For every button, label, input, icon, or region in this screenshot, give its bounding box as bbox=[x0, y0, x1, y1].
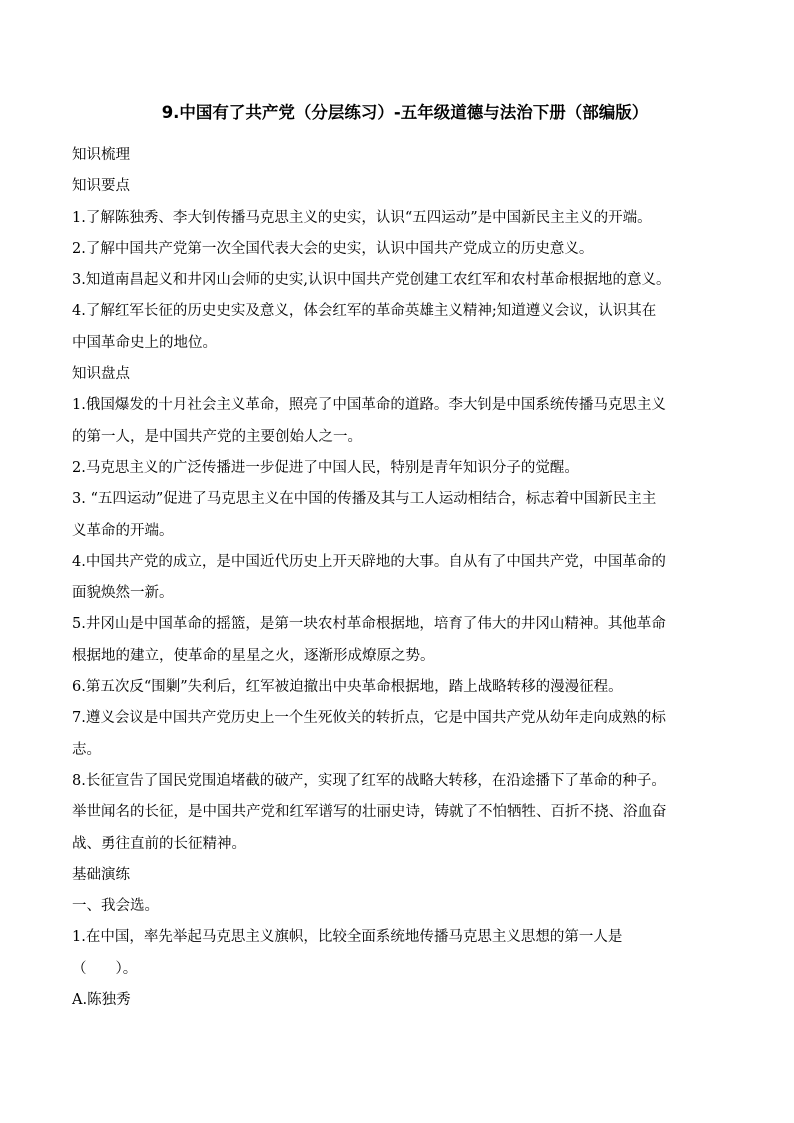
inventory-line: 3. “五四运动”促进了马克思主义在中国的传播及其与工人运动相结合，标志着中国新民主主 bbox=[72, 491, 657, 508]
question-1-answer-blank: （ ）。 bbox=[72, 960, 138, 977]
inventory-line: 战、勇往直前的长征精神。 bbox=[72, 835, 246, 852]
inventory-line: 4.中国共产党的成立，是中国近代历史上开天辟地的大事。自从有了中国共产党，中国革命的 bbox=[72, 553, 666, 570]
inventory-line: 志。 bbox=[72, 741, 101, 758]
inventory-line: 的第一人，是中国共产党的主要创始人之一。 bbox=[72, 428, 362, 445]
inventory-line: 义革命的开端。 bbox=[72, 522, 174, 539]
question-1-text: 1.在中国，率先举起马克思主义旗帜，比较全面系统地传播马克思主义思想的第一人是 bbox=[72, 929, 623, 946]
key-point-2: 2.了解中国共产党第一次全国代表大会的史实，认识中国共产党成立的历史意义。 bbox=[72, 240, 594, 257]
inventory-line: 1.俄国爆发的十月社会主义革命，照亮了中国革命的道路。李大钊是中国系统传播马克思主义 bbox=[72, 397, 666, 414]
section-heading-knowledge-review: 知识梳理 bbox=[72, 147, 130, 163]
key-point-3: 3.知道南昌起义和井冈山会师的史实,认识中国共产党创建工农红军和农村革命根据地的意义。 bbox=[72, 272, 671, 289]
document-page bbox=[72, 100, 732, 1016]
document-title: 9.中国有了共产党（分层练习）-五年级道德与法治下册（部编版） bbox=[161, 103, 649, 122]
part-heading-multiple-choice: 一、我会选。 bbox=[72, 898, 159, 915]
subheading-key-points: 知识要点 bbox=[72, 178, 130, 195]
inventory-line: 举世闻名的长征，是中国共产党和红军谱写的壮丽史诗，铸就了不怕牺牲、百折不挠、浴血奋 bbox=[72, 804, 667, 821]
inventory-line: 7.遵义会议是中国共产党历史上一个生死攸关的转折点，它是中国共产党从幼年走向成熟的标 bbox=[72, 710, 666, 727]
inventory-line: 2.马克思主义的广泛传播进一步促进了中国人民，特别是青年知识分子的觉醒。 bbox=[72, 459, 579, 476]
subheading-knowledge-inventory: 知识盘点 bbox=[72, 366, 130, 383]
key-point-4-cont: 中国革命史上的地位。 bbox=[72, 334, 217, 351]
inventory-line: 面貌焕然一新。 bbox=[72, 585, 174, 602]
inventory-line: 6.第五次反“围剿”失利后，红军被迫撤出中央革命根据地，踏上战略转移的漫漫征程。 bbox=[72, 679, 623, 696]
key-point-1: 1.了解陈独秀、李大钊传播马克思主义的史实，认识“五四运动”是中国新民主主义的开端。 bbox=[72, 209, 652, 226]
section-heading-basic-practice: 基础演练 bbox=[72, 866, 130, 883]
question-1-option-a: A.陈独秀 bbox=[72, 992, 131, 1009]
key-point-4: 4.了解红军长征的历史史实及意义，体会红军的革命英雄主义精神;知道遵义会议，认识其在 bbox=[72, 303, 657, 320]
inventory-line: 8.长征宣告了国民党围追堵截的破产，实现了红军的战略大转移，在沿途播下了革命的种子。 bbox=[72, 772, 666, 789]
inventory-line: 5.井冈山是中国革命的摇篮，是第一块农村革命根据地，培育了伟大的井冈山精神。其他革命 bbox=[72, 616, 666, 633]
inventory-line: 根据地的建立，使革命的星星之火，逐渐形成燎原之势。 bbox=[72, 647, 435, 664]
